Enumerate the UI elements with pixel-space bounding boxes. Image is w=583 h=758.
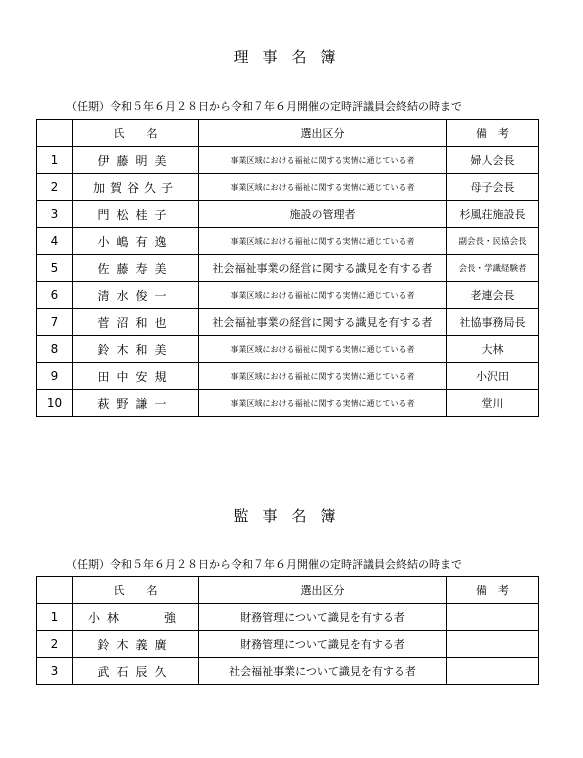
- directors-title: 理事名簿: [233, 48, 350, 66]
- member-note: 副会長・民協会長: [447, 228, 539, 255]
- table-row: [37, 228, 539, 255]
- selection-category: 社会福祉事業の経営に関する識見を有する者: [199, 255, 447, 282]
- row-number: 1: [37, 147, 73, 174]
- selection-category: 事業区域における福祉に関する実情に通じている者: [199, 147, 447, 174]
- selection-category: 事業区域における福祉に関する実情に通じている者: [199, 174, 447, 201]
- directors-table: [36, 119, 539, 417]
- table-row: [37, 201, 539, 228]
- auditors-title: 監事名簿: [233, 507, 350, 525]
- selection-category: 財務管理について識見を有する者: [199, 604, 447, 631]
- member-note: [447, 631, 539, 658]
- member-note: 会長・学識経験者: [447, 255, 539, 282]
- row-number: 4: [37, 228, 73, 255]
- row-number: 5: [37, 255, 73, 282]
- selection-category: 事業区域における福祉に関する実情に通じている者: [199, 390, 447, 417]
- member-note: 社協事務局長: [447, 309, 539, 336]
- header-no: [37, 120, 73, 147]
- member-name: 鈴木和美: [73, 336, 199, 363]
- table-row: [37, 255, 539, 282]
- row-number: 3: [37, 201, 73, 228]
- selection-category: 社会福祉事業の経営に関する識見を有する者: [199, 309, 447, 336]
- row-number: 10: [37, 390, 73, 417]
- selection-category: 事業区域における福祉に関する実情に通じている者: [199, 228, 447, 255]
- member-name: 加賀谷久子: [73, 174, 199, 201]
- table-row: [37, 604, 539, 631]
- member-name: 萩野謙一: [73, 390, 199, 417]
- member-note: 母子会長: [447, 174, 539, 201]
- selection-category: 社会福祉事業について識見を有する者: [199, 658, 447, 685]
- member-name: 清水俊一: [73, 282, 199, 309]
- row-number: 8: [37, 336, 73, 363]
- table-row: [37, 631, 539, 658]
- member-name: 田中安規: [73, 363, 199, 390]
- header-name: 氏 名: [73, 120, 199, 147]
- selection-category: 財務管理について識見を有する者: [199, 631, 447, 658]
- auditors-table: [36, 576, 539, 685]
- table-row: [37, 174, 539, 201]
- member-note: 杉風荘施設長: [447, 201, 539, 228]
- member-name: 菅沼和也: [73, 309, 199, 336]
- header-note: 備 考: [447, 577, 539, 604]
- member-note: 老連会長: [447, 282, 539, 309]
- directors-term: （任期）令和５年６月２８日から令和７年６月開催の定時評議員会終結の時まで: [66, 100, 462, 113]
- header-name: 氏 名: [73, 577, 199, 604]
- directors-header-row: [37, 120, 539, 147]
- member-note: [447, 658, 539, 685]
- selection-category: 事業区域における福祉に関する実情に通じている者: [199, 336, 447, 363]
- table-row: [37, 390, 539, 417]
- row-number: 2: [37, 631, 73, 658]
- table-row: [37, 336, 539, 363]
- table-row: [37, 147, 539, 174]
- member-name: 小嶋有逸: [73, 228, 199, 255]
- row-number: 7: [37, 309, 73, 336]
- member-note: [447, 604, 539, 631]
- member-name: 門松桂子: [73, 201, 199, 228]
- member-name: 鈴木義廣: [73, 631, 199, 658]
- header-category: 選出区分: [199, 120, 447, 147]
- member-note: 堂川: [447, 390, 539, 417]
- row-number: 3: [37, 658, 73, 685]
- row-number: 9: [37, 363, 73, 390]
- header-note: 備 考: [447, 120, 539, 147]
- member-name: 小林 強: [73, 604, 199, 631]
- member-name: 佐藤寿美: [73, 255, 199, 282]
- member-name: 伊藤明美: [73, 147, 199, 174]
- header-no: [37, 577, 73, 604]
- table-row: [37, 309, 539, 336]
- auditors-term: （任期）令和５年６月２８日から令和７年６月開催の定時評議員会終結の時まで: [66, 558, 462, 571]
- selection-category: 事業区域における福祉に関する実情に通じている者: [199, 282, 447, 309]
- header-category: 選出区分: [199, 577, 447, 604]
- selection-category: 施設の管理者: [199, 201, 447, 228]
- row-number: 1: [37, 604, 73, 631]
- auditors-header-row: [37, 577, 539, 604]
- table-row: [37, 282, 539, 309]
- row-number: 2: [37, 174, 73, 201]
- member-note: 小沢田: [447, 363, 539, 390]
- member-note: 大林: [447, 336, 539, 363]
- table-row: [37, 363, 539, 390]
- table-row: [37, 658, 539, 685]
- member-note: 婦人会長: [447, 147, 539, 174]
- selection-category: 事業区域における福祉に関する実情に通じている者: [199, 363, 447, 390]
- member-name: 武石辰久: [73, 658, 199, 685]
- row-number: 6: [37, 282, 73, 309]
